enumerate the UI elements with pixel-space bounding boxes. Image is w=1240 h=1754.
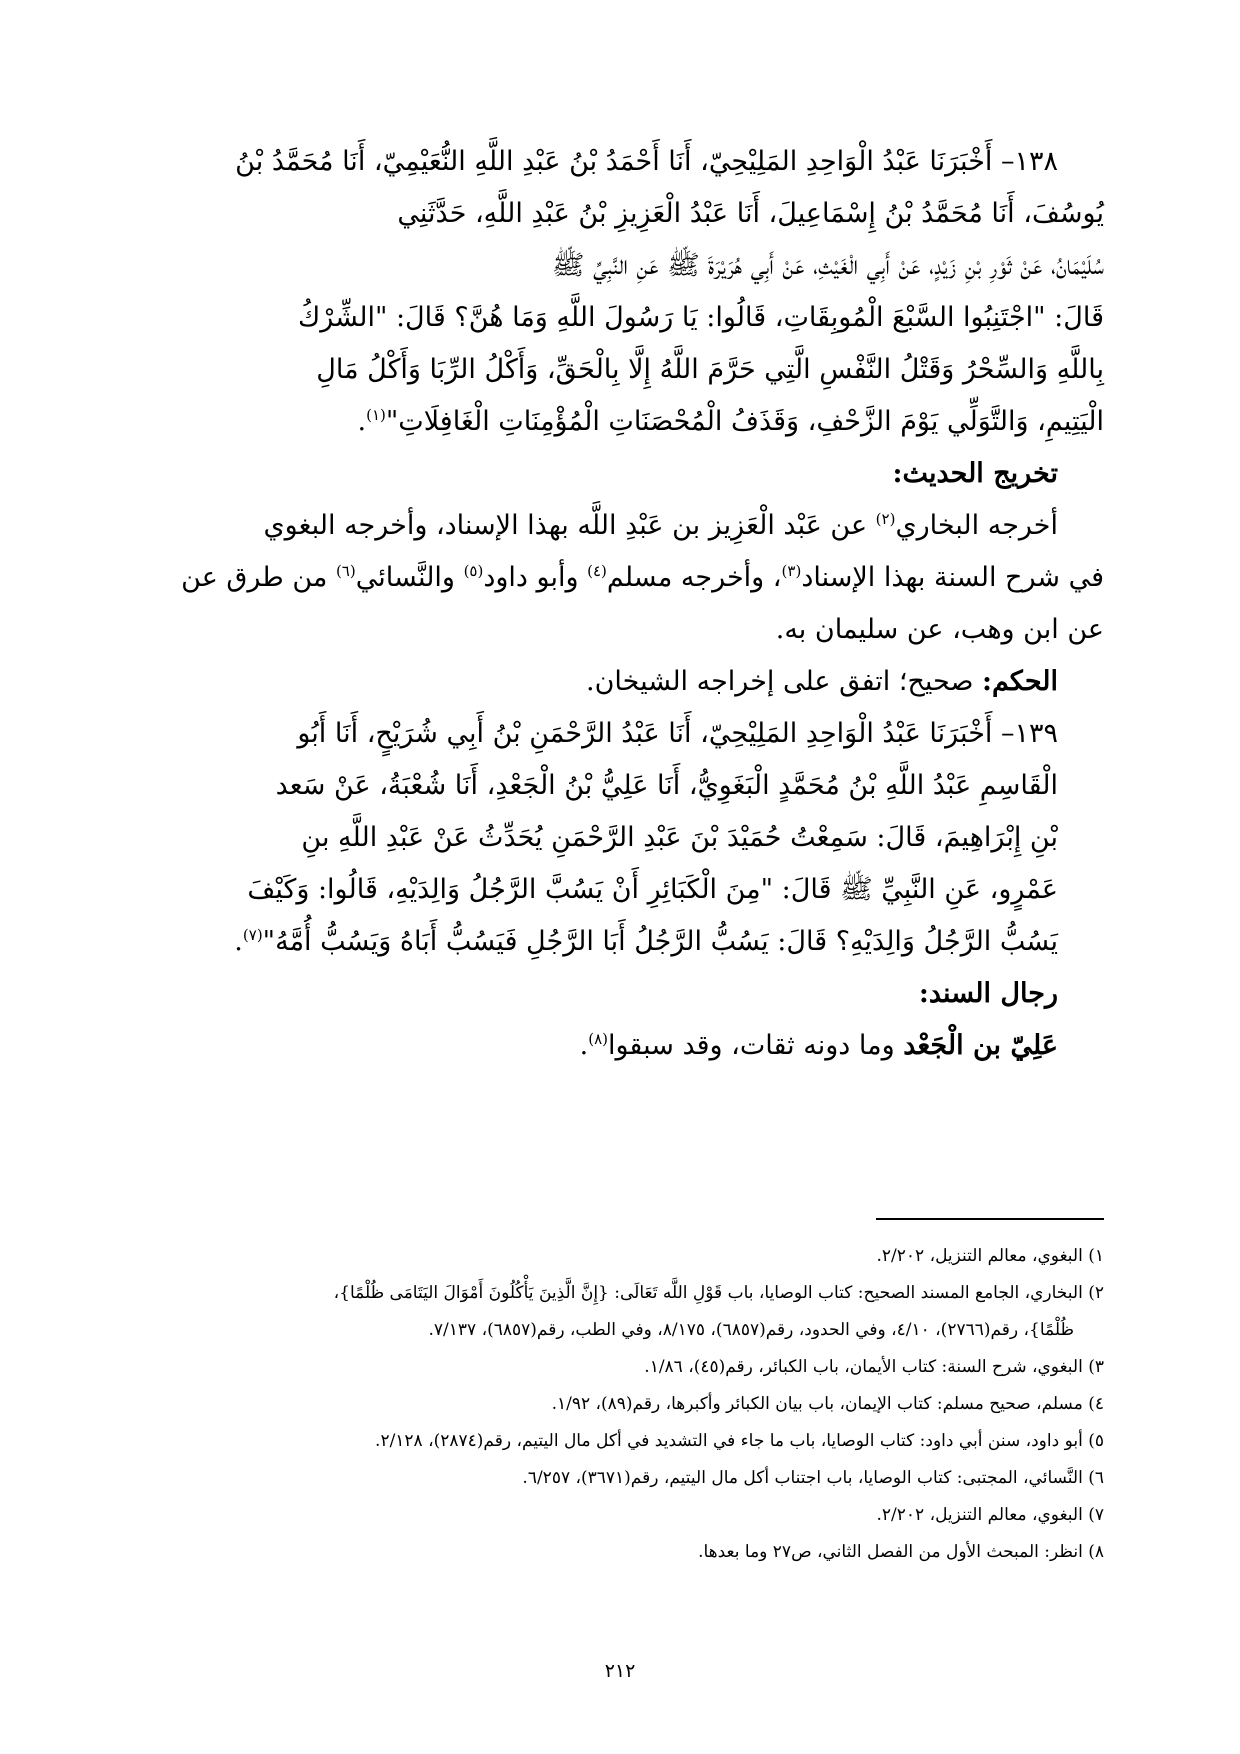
footnote-2-continued: ظُلْمًا}، رقم(٢٧٦٦)، ٤/١٠، وفي الحدود، رقم(٦٨٥٧)، ٨/١٧٥، وفي الطب، رقم(٦٨٥٧)، ٧/١٣٧. — [428, 1320, 1074, 1340]
hadith-138-line-5: بِاللَّهِ وَالسِّحْرُ وَقَتْلُ النَّفْسِ الَّتِي حَرَّمَ اللَّهُ إِلَّا بِالْحَقِّ، وَأَكْلُ الرِّبَا وَأَكْلُ مَالِ — [316, 354, 1104, 385]
takhrij-line-2-e: من طرق عن — [181, 562, 336, 593]
takhrij-line-2-c: وأبو داود — [483, 562, 588, 593]
hukm-text: صحيح؛ اتفق على إخراجه الشيخان. — [586, 666, 982, 697]
footnote-3: ٣) البغوي، شرح السنة: كتاب الأيمان، باب الكبائر، رقم(٤٥)، ١/٨٦. — [644, 1357, 1104, 1377]
hadith-139-end: . — [234, 926, 243, 957]
footnote-ref-6[interactable]: (٦) — [335, 562, 356, 580]
footnotes — [120, 1238, 1104, 1571]
takhrij-line-1 — [120, 500, 1104, 552]
takhrij-line-2 — [120, 552, 1104, 604]
hadith-139-line-1: ١٣٩– أَخْبَرَنَا عَبْدُ الْوَاحِدِ المَلِيْحِيّ، أَنَا عَبْدُ الرَّحْمَنِ بْنُ أَبِي شُرَيْحٍ، أَنَا أَبُو — [297, 718, 1058, 749]
takhrij-line-2-b: ، وأخرجه مسلم — [606, 562, 782, 593]
hadith-139-line-5-text: يَسُبُّ الرَّجُلُ وَالِدَيْهِ؟ قَالَ: يَسُبُّ الرَّجُلُ أَبَا الرَّجُلِ فَيَسُبُّ أَبَاهُ وَيَسُبُّ أُمَّهُ" — [262, 926, 1058, 957]
footnote-separator — [876, 1218, 1104, 1220]
takhrij-line-2-a: في شرح السنة بهذا الإسناد — [801, 562, 1104, 593]
hadith-138-line-6 — [120, 396, 1104, 448]
hadith-138-end: . — [357, 406, 367, 437]
hadith-139-line-4: عَمْرٍو، عَنِ النَّبِيِّ ﷺ قَالَ: "مِنَ الْكَبَائِرِ أَنْ يَسُبَّ الرَّجُلُ وَالِدَيْهِ، قَالُوا: وَكَيْفَ — [247, 874, 1058, 905]
hadith-138-line-6-text: الْيَتِيمِ، وَالتَّوَلِّي يَوْمَ الزَّحْفِ، وَقَذَفُ الْمُحْصَنَاتِ الْمُؤْمِنَاتِ الْغَافِلَاتِ" — [385, 406, 1104, 437]
hukm-line — [120, 656, 1104, 708]
footnote-1: ١) البغوي، معالم التنزيل، ٢/٢٠٢. — [876, 1246, 1104, 1266]
hadith-139-line-2: الْقَاسِمِ عَبْدُ اللَّهِ بْنُ مُحَمَّدٍ الْبَغَوِيُّ، أَنَا عَلِيُّ بْنُ الْجَعْدِ، أَنَا شُعْبَةُ، عَنْ سَعد — [275, 770, 1058, 801]
footnote-8: ٨) انظر: المبحث الأول من الفصل الثاني، ص٢٧ وما بعدها. — [698, 1542, 1104, 1562]
hadith-139-line-5 — [120, 916, 1104, 968]
footnote-2: ٢) البخاري، الجامع المسند الصحيح: كتاب الوصايا، باب قَوْلِ اللَّه تَعَالَى: {إِنَّ الَّذِينَ يَأْكُلُونَ أَمْوَالَ اليَتَامَى ظُلْمًا}، — [333, 1283, 1104, 1303]
hadith-139 — [120, 708, 1104, 968]
rijal-line — [120, 1020, 1104, 1072]
footnote-ref-5[interactable]: (٥) — [463, 562, 484, 580]
rijal-text: وما دونه ثقات، وقد سبقوا — [607, 1030, 904, 1061]
hadith-138 — [120, 136, 1104, 448]
hadith-138-line-2: يُوسُفَ، أَنَا مُحَمَّدُ بْنُ إِسْمَاعِيلَ، أَنَا عَبْدُ الْعَزِيزِ بْنُ عَبْدِ اللَّهِ، حَدَّثَنِي — [397, 198, 1104, 229]
main-text — [120, 136, 1104, 1072]
hadith-139-line-3: بْنِ إِبْرَاهِيمَ، قَالَ: سَمِعْتُ حُمَيْدَ بْنَ عَبْدِ الرَّحْمَنِ يُحَدِّثُ عَنْ عَبْدِ اللَّهِ بنِ — [301, 822, 1058, 853]
hadith-138-line-3: سُلَيْمَانُ، عَنْ ثَوْرِ بْنِ زَيْدٍ، عَنْ أَبِي الْغَيْثِ، عَنْ أَبِي هُرَيْرَةَ ﷺ عَنِ النَّبِيِّ ﷺ — [551, 250, 1104, 281]
footnote-ref-8[interactable]: (٨) — [588, 1030, 608, 1048]
takhrij-line-1-a: أخرجه البخاري — [895, 510, 1058, 541]
takhrij-line-3: عن ابن وهب، عن سليمان به. — [775, 614, 1104, 645]
takhrij-line-2-d: والنَّسائي — [355, 562, 464, 593]
takhrij-heading: تخريج الحديث: — [892, 458, 1058, 489]
footnote-6: ٦) النَّسائي، المجتبى: كتاب الوصايا، باب اجتناب أكل مال اليتيم، رقم(٣٦٧١)، ٦/٢٥٧. — [522, 1468, 1104, 1488]
footnote-ref-1[interactable]: (١) — [366, 406, 386, 424]
footnote-7: ٧) البغوي، معالم التنزيل، ٢/٢٠٢. — [876, 1505, 1104, 1525]
hadith-138-line-1: ١٣٨– أَخْبَرَنَا عَبْدُ الْوَاحِدِ المَلِيْحِيّ، أَنَا أَحْمَدُ بْنُ عَبْدِ اللَّهِ النُّعَيْمِيّ، أَنَا مُحَمَّدُ بْنُ — [235, 146, 1058, 177]
footnote-5: ٥) أبو داود، سنن أبي داود: كتاب الوصايا، باب ما جاء في التشديد في أكل مال اليتيم، رقم(٢٨٧٤)، ٢/١٢٨. — [375, 1431, 1104, 1451]
rijal-end: . — [579, 1030, 589, 1061]
footnote-ref-7[interactable]: (٧) — [242, 926, 263, 944]
footnote-ref-3[interactable]: (٣) — [781, 562, 802, 580]
rijal-heading: رجال السند: — [918, 978, 1058, 1009]
rijal-name: عَلِيّ بن الْجَعْد — [903, 1030, 1058, 1061]
takhrij-paragraph — [120, 500, 1104, 656]
hukm-label: الحكم: — [981, 666, 1058, 697]
footnote-ref-4[interactable]: (٤) — [587, 562, 607, 580]
footnote-4: ٤) مسلم، صحيح مسلم: كتاب الإيمان، باب بيان الكبائر وأكبرها، رقم(٨٩)، ١/٩٢. — [551, 1394, 1104, 1414]
takhrij-line-1-b: عن عَبْد الْعَزِيز بن عَبْدِ اللَّه بهذا الإسناد، وأخرجه البغوي — [263, 510, 876, 541]
footnote-ref-2[interactable]: (٢) — [875, 510, 896, 528]
hadith-138-line-4: قَالَ: "اجْتَنِبُوا السَّبْعَ الْمُوبِقَاتِ، قَالُوا: يَا رَسُولَ اللَّهِ وَمَا هُنَّ؟ قَالَ: "الشِّرْكُ — [297, 302, 1104, 333]
page-number: ٢١٢ — [604, 1660, 636, 1682]
